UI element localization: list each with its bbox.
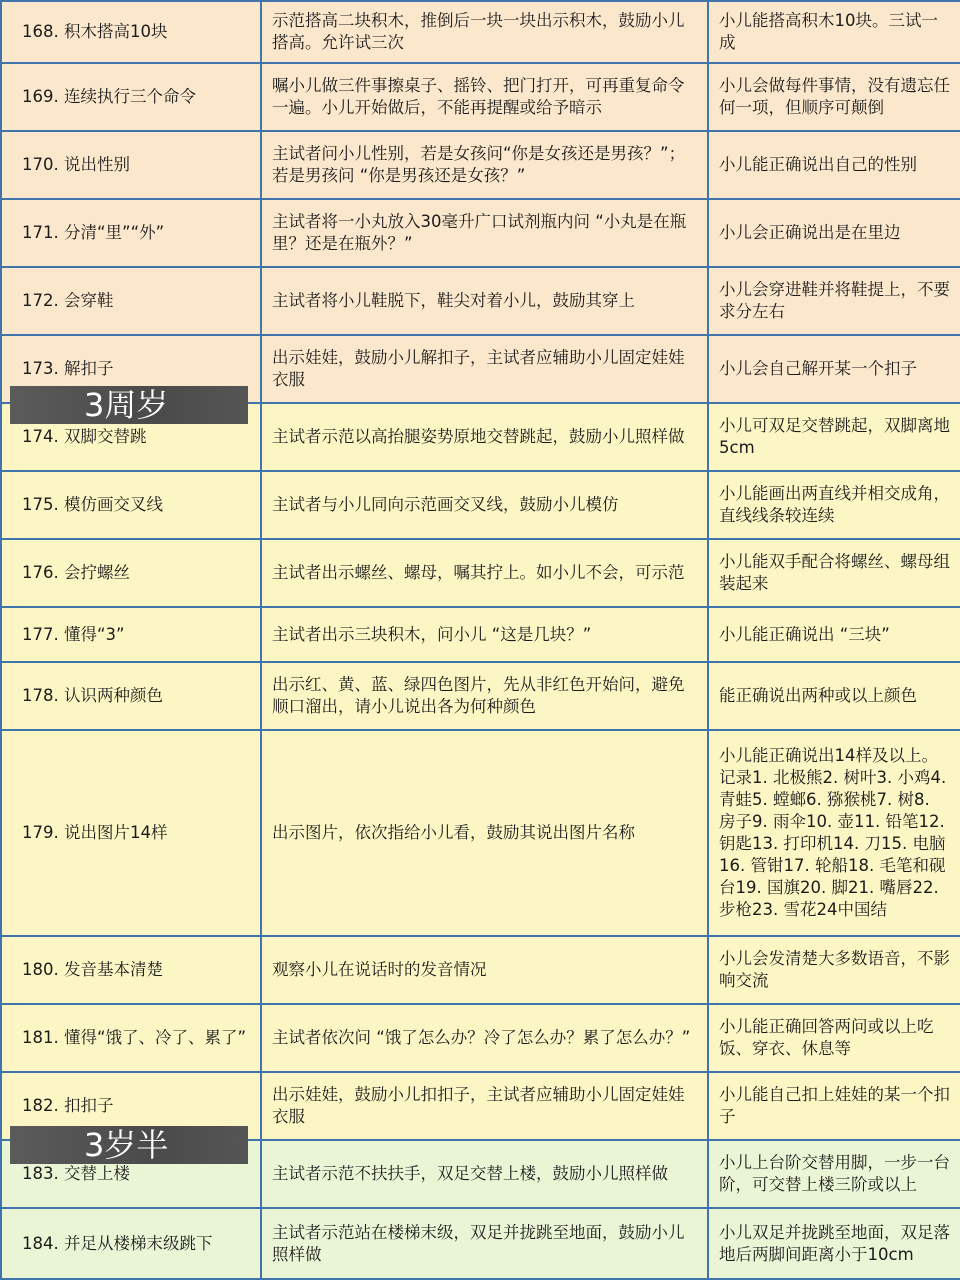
- table-row: [1, 131, 960, 199]
- table-row: [1, 607, 960, 662]
- criterion-cell: 小儿能正确回答两问或以上吃饭、穿衣、休息等: [708, 1004, 960, 1072]
- table-row: [1, 730, 960, 936]
- method-cell: 出示娃娃，鼓励小儿解扣子，主试者应辅助小儿固定娃娃衣服: [261, 335, 708, 403]
- method-cell: 观察小儿在说话时的发音情况: [261, 936, 708, 1004]
- age-section-banner: 3岁半: [10, 1126, 248, 1164]
- item-cell: 173. 解扣子: [1, 335, 261, 403]
- table-row: [1, 1, 960, 63]
- criterion-cell: 小儿能双手配合将螺丝、螺母组装起来: [708, 539, 960, 607]
- method-cell: 主试者出示三块积木，问小儿 “这是几块？”: [261, 607, 708, 662]
- method-cell: 主试者出示螺丝、螺母，嘱其拧上。如小儿不会，可示范: [261, 539, 708, 607]
- criterion-cell: 小儿会发清楚大多数语音，不影响交流: [708, 936, 960, 1004]
- method-cell: 主试者问小儿性别，若是女孩问“你是女孩还是男孩？”；若是男孩问 “你是男孩还是女孩？”: [261, 131, 708, 199]
- table-row: [1, 1208, 960, 1279]
- item-cell: 177. 懂得“3”: [1, 607, 261, 662]
- item-cell: 168. 积木搭高10块: [1, 1, 261, 63]
- method-cell: 主试者示范以高抬腿姿势原地交替跳起，鼓励小儿照样做: [261, 403, 708, 471]
- criterion-cell: 小儿会正确说出是在里边: [708, 199, 960, 267]
- item-cell: 172. 会穿鞋: [1, 267, 261, 335]
- criterion-cell: 小儿上台阶交替用脚，一步一台阶，可交替上楼三阶或以上: [708, 1140, 960, 1208]
- method-cell: 出示娃娃，鼓励小儿扣扣子，主试者应辅助小儿固定娃娃衣服: [261, 1072, 708, 1140]
- criterion-cell: 小儿会自己解开某一个扣子: [708, 335, 960, 403]
- table-row: [1, 662, 960, 730]
- item-cell: 169. 连续执行三个命令: [1, 63, 261, 131]
- table-row: [1, 936, 960, 1004]
- item-cell: 174. 双脚交替跳: [1, 403, 261, 471]
- criterion-cell: 小儿能自己扣上娃娃的某一个扣子: [708, 1072, 960, 1140]
- item-cell: 176. 会拧螺丝: [1, 539, 261, 607]
- criterion-cell: 小儿能正确说出自己的性别: [708, 131, 960, 199]
- method-cell: 示范搭高二块积木，推倒后一块一块出示积木，鼓励小儿搭高。允许试三次: [261, 1, 708, 63]
- method-cell: 主试者将小儿鞋脱下，鞋尖对着小儿，鼓励其穿上: [261, 267, 708, 335]
- criterion-cell: 小儿会做每件事情，没有遗忘任何一项，但顺序可颠倒: [708, 63, 960, 131]
- table-row: [1, 267, 960, 335]
- method-cell: 主试者示范不扶扶手，双足交替上楼，鼓励小儿照样做: [261, 1140, 708, 1208]
- item-cell: 184. 并足从楼梯末级跳下: [1, 1208, 261, 1279]
- table-row: [1, 539, 960, 607]
- item-cell: 171. 分清“里”“外”: [1, 199, 261, 267]
- criterion-cell: 小儿能画出两直线并相交成角，直线线条较连续: [708, 471, 960, 539]
- method-cell: 嘱小儿做三件事擦桌子、摇铃、把门打开，可再重复命令一遍。小儿开始做后，不能再提醒或给予暗示: [261, 63, 708, 131]
- table-row: [1, 63, 960, 131]
- criterion-cell: 小儿可双足交替跳起，双脚离地5cm: [708, 403, 960, 471]
- item-cell: 178. 认识两种颜色: [1, 662, 261, 730]
- item-cell: 182. 扣扣子: [1, 1072, 261, 1140]
- criterion-cell: 小儿能正确说出14样及以上。记录1. 北极熊2. 树叶3. 小鸡4. 青蛙5. 螳螂6. 猕猴桃7. 树8. 房子9. 雨伞10. 壶11. 铅笔12. 钥匙13. 打印机14. 刀15. 电脑16. 管钳17. 轮船18. 毛笔和砚台19. 国旗20. 脚21. 嘴唇22. 步枪23. 雪花24中国结: [708, 730, 960, 936]
- item-cell: 179. 说出图片14样: [1, 730, 261, 936]
- method-cell: 主试者依次问 “饿了怎么办？冷了怎么办？累了怎么办？”: [261, 1004, 708, 1072]
- item-cell: 181. 懂得“饿了、冷了、累了”: [1, 1004, 261, 1072]
- method-cell: 主试者示范站在楼梯末级，双足并拢跳至地面，鼓励小儿照样做: [261, 1208, 708, 1279]
- table-row: [1, 199, 960, 267]
- criterion-cell: 小儿会穿进鞋并将鞋提上，不要求分左右: [708, 267, 960, 335]
- method-cell: 出示红、黄、蓝、绿四色图片，先从非红色开始问，避免顺口溜出，请小儿说出各为何种颜色: [261, 662, 708, 730]
- criterion-cell: 能正确说出两种或以上颜色: [708, 662, 960, 730]
- table-row: [1, 1004, 960, 1072]
- method-cell: 主试者与小儿同向示范画交叉线，鼓励小儿模仿: [261, 471, 708, 539]
- criterion-cell: 小儿双足并拢跳至地面，双足落地后两脚间距离小于10cm: [708, 1208, 960, 1279]
- item-cell: 183. 交替上楼: [1, 1140, 261, 1208]
- table-row: [1, 471, 960, 539]
- criterion-cell: 小儿能搭高积木10块。三试一成: [708, 1, 960, 63]
- item-cell: 175. 模仿画交叉线: [1, 471, 261, 539]
- method-cell: 主试者将一小丸放入30毫升广口试剂瓶内问 “小丸是在瓶里？还是在瓶外？”: [261, 199, 708, 267]
- item-cell: 180. 发音基本清楚: [1, 936, 261, 1004]
- method-cell: 出示图片，依次指给小儿看，鼓励其说出图片名称: [261, 730, 708, 936]
- item-cell: 170. 说出性别: [1, 131, 261, 199]
- criterion-cell: 小儿能正确说出 “三块”: [708, 607, 960, 662]
- age-section-banner: 3周岁: [10, 386, 248, 424]
